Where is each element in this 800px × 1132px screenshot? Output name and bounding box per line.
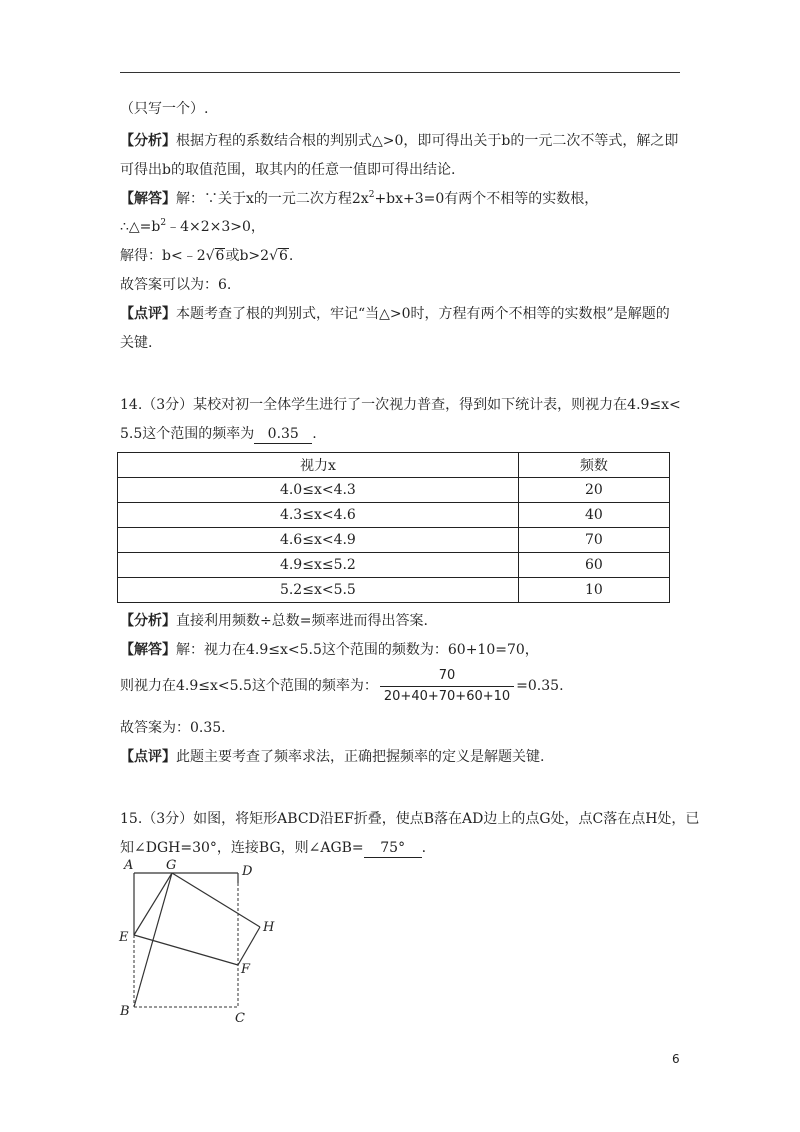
solution-tag: 【解答】: [120, 642, 176, 658]
header-rule: [120, 72, 680, 73]
table-cell: 20: [518, 478, 669, 503]
page-number: 6: [672, 1052, 680, 1066]
comment-tag: 【点评】: [120, 306, 176, 322]
q14-analysis: 【分析】直接利用频数÷总数=频率进而得出答案.: [120, 613, 428, 629]
table-header-cell: 视力x: [118, 453, 519, 478]
label-d: D: [242, 864, 253, 879]
segment-eg: [134, 873, 172, 935]
q13-analysis-line1: 【分析】根据方程的系数结合根的判别式△>0，即可得出关于b的一元二次不等式，解之即: [120, 133, 679, 149]
table-cell: 4.3≤x<4.6: [118, 503, 519, 528]
q15-answer: 75°: [364, 839, 422, 858]
analysis-tag: 【分析】: [120, 613, 176, 629]
label-h: H: [263, 920, 275, 935]
fraction: $\frac{70}{20+40+70+60+10}$: [380, 668, 514, 705]
frequency-table: [117, 452, 670, 603]
table-cell: 70: [518, 528, 669, 553]
q13-solution-line2: $\therefore\triangle=b^2﹣4\times 2\times 3>0$，: [120, 218, 265, 235]
label-a: A: [124, 858, 134, 873]
q14-line1: 14.（3分）某校对初一全体学生进行了一次视力普查，得到如下统计表，则视力在4.9≤x<: [120, 397, 681, 413]
table-row: [118, 503, 670, 528]
label-g: G: [166, 858, 177, 873]
q14-comment: 【点评】此题主要考查了频率求法，正确把握频率的定义是解题关键.: [120, 749, 545, 765]
segment-bg: [134, 873, 172, 1007]
q13-line1: （只写一个）.: [120, 101, 209, 117]
q14-solution-line2: 则视力在4.9≤x<5.5这个范围的频率为： $\frac{70}{20+40+70+60+10}$ =0.35.: [120, 667, 564, 704]
table-row: [118, 578, 670, 603]
q13-answer-line: 故答案可以为：6.: [120, 277, 232, 293]
q14-line2: 5.5这个范围的频率为 0.35 .: [120, 426, 317, 442]
table-cell: 10: [518, 578, 669, 603]
table-cell: 4.9≤x≤5.2: [118, 553, 519, 578]
table-cell: 4.6≤x<4.9: [118, 528, 519, 553]
table-row: [118, 528, 670, 553]
table-row: [118, 478, 670, 503]
label-b: B: [120, 1004, 130, 1019]
table-header-cell: 频数: [518, 453, 669, 478]
q15-line2: 知∠DGH=30°，连接BG，则∠AGB= 75° .: [120, 840, 427, 856]
analysis-tag: 【分析】: [120, 133, 176, 149]
table-row: [118, 553, 670, 578]
table-cell: 40: [518, 503, 669, 528]
table-cell: 60: [518, 553, 669, 578]
q13-solution-line3: 解得：b<﹣2√6或b>2√6.: [120, 248, 294, 264]
sqrt-symbol: √6: [269, 248, 288, 264]
q14-solution-line1: 【解答】解：视力在4.9≤x<5.5这个范围的频数为：60+10=70，: [120, 642, 539, 658]
label-c: C: [235, 1011, 245, 1025]
segment-gh: [172, 873, 260, 927]
q13-solution-line1: 【解答】解：∵关于x的一元二次方程$2x^2+bx+3=0$有两个不相等的实数根，: [120, 190, 599, 207]
label-f: F: [241, 962, 251, 977]
q13-analysis-line2: 可得出b的取值范围，取其内的任意一值即可得出结论.: [120, 162, 456, 178]
table-header-row: [118, 453, 670, 478]
q13-comment-line2: 关键.: [120, 335, 153, 351]
solution-tag: 【解答】: [120, 191, 176, 207]
comment-tag: 【点评】: [120, 749, 176, 765]
table-cell: 4.0≤x<4.3: [118, 478, 519, 503]
segment-hf: [238, 927, 260, 965]
sqrt-symbol: √6: [205, 248, 225, 264]
q14-answer: 0.35: [254, 425, 312, 444]
q13-comment-line1: 【点评】本题考查了根的判别式，牢记“当△>0时，方程有两个不相等的实数根”是解题的: [120, 306, 670, 322]
q15-line1: 15.（3分）如图，将矩形ABCD沿EF折叠，使点B落在AD边上的点G处，点C落在点H处，已: [120, 811, 700, 827]
label-e: E: [119, 930, 129, 945]
q14-answer-line: 故答案为：0.35.: [120, 720, 226, 736]
table-cell: 5.2≤x<5.5: [118, 578, 519, 603]
folded-rectangle-figure: [110, 855, 310, 1025]
